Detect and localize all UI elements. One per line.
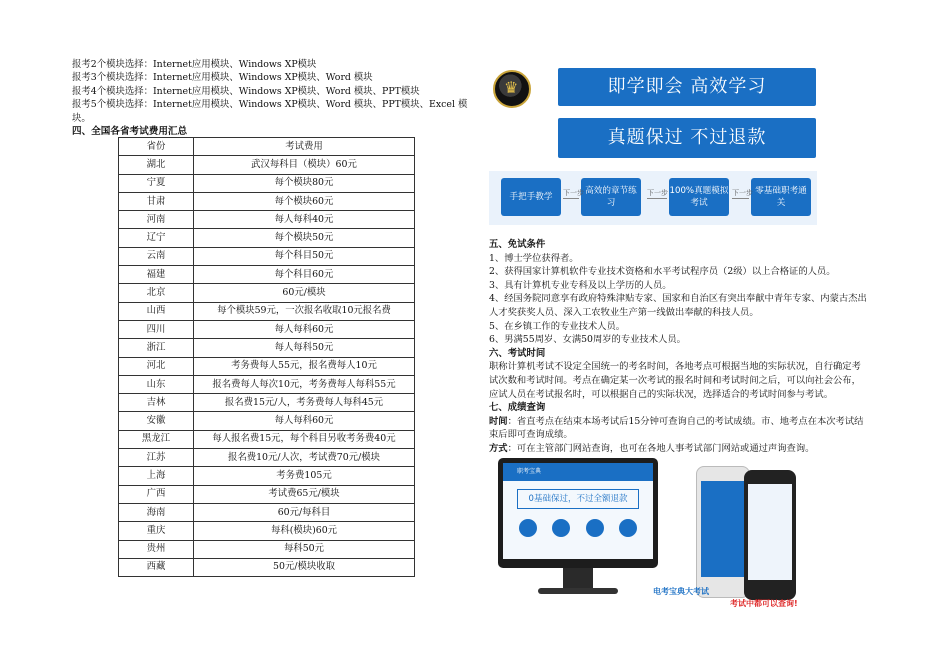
province-cell: 甘肃 [119,192,194,210]
province-cell: 广西 [119,485,194,503]
trophy-icon: ♛ [493,70,531,108]
phone-screen [748,484,792,580]
table-row [119,339,415,357]
table-row [119,174,415,192]
table-row [119,192,415,210]
province-cell: 海南 [119,503,194,521]
module-line-2: 报考3个模块选择：Internet应用模块、Windows XP模块、Word 模块 [72,72,373,84]
fee-cell: 每个模块60元 [194,192,415,210]
fee-cell: 考试费65元/模块 [194,485,415,503]
phone-image [696,466,750,598]
table-row [119,247,415,265]
module-line-4: 报考5个模块选择：Internet应用模块、Windows XP模块、Word 模块、PPT模块、Excel 模 [72,99,468,111]
table-row [119,266,415,284]
arrow-line-icon [732,198,749,199]
results-time-label: 时间 [489,415,508,427]
fee-cell: 每个科目50元 [194,247,415,265]
exempt-item: 人才奖获奖人员、深入工农牧业生产第一线做出奉献的科技人员。 [489,306,759,318]
devices-illustration [498,458,818,618]
step-4: 零基础职考通关 [751,178,811,216]
table-row [119,156,415,174]
fee-cell: 武汉每科目（模块）60元 [194,156,415,174]
step-arrow-1: 下一步 [563,189,584,197]
exempt-item: 3、具有计算机专业专科及以上学历的人员。 [489,279,672,291]
banner-slogan-1: 即学即会 高效学习 [558,68,816,106]
arrow-line-icon [563,198,579,199]
province-cell: 山东 [119,375,194,393]
feature-icon [619,519,637,537]
exempt-item: 6、男满55周岁、女满50周岁的专业技术人员。 [489,334,686,346]
table-row [119,229,415,247]
province-cell: 吉林 [119,394,194,412]
province-cell: 山西 [119,302,194,320]
province-cell: 宁夏 [119,174,194,192]
phone-screen [701,481,745,577]
left-column [72,58,470,138]
province-cell: 西藏 [119,558,194,576]
module-line-5: 块。 [72,112,91,124]
province-cell: 河北 [119,357,194,375]
results-method-text: ：可在主管部门网站查询，也可在各地人事考试部门网站或通过声询查询。 [507,442,815,454]
screen-app-title: 职考宝典 [503,463,653,481]
table-row [119,357,415,375]
table-row [119,430,415,448]
screen-icons [503,517,653,539]
table-header-province: 省份 [119,138,194,156]
table-row [119,485,415,503]
fee-cell: 每科(模块)60元 [194,522,415,540]
fee-cell: 考务费105元 [194,467,415,485]
step-2: 高效的章节练习 [581,178,641,216]
table-row [119,558,415,576]
table-row [119,211,415,229]
table-row [119,412,415,430]
device-caption-2: 考试中都可以查询! [730,599,798,608]
monitor-base [538,588,618,594]
table-row [119,302,415,320]
province-cell: 浙江 [119,339,194,357]
promo-banner [489,58,817,225]
province-cell: 安徽 [119,412,194,430]
results-method-label: 方式 [489,442,508,454]
feature-icon [519,519,537,537]
fee-cell: 报名费10元/人次，考试费70元/模块 [194,449,415,467]
exempt-item: 1、博士学位获得者。 [489,252,579,264]
feature-icon [586,519,604,537]
fee-cell: 50元/模块收取 [194,558,415,576]
results-time-line-2: 束后即可查询成绩。 [489,429,573,441]
province-cell: 黑龙江 [119,430,194,448]
monitor-screen [503,463,653,559]
section-heading-fees: 四、全国各省考试费用汇总 [72,126,188,138]
province-cell: 江苏 [119,449,194,467]
province-cell: 重庆 [119,522,194,540]
monitor-image [498,458,658,568]
province-cell: 福建 [119,266,194,284]
module-line-3: 报考4个模块选择：Internet应用模块、Windows XP模块、Word 模块、PPT模块 [72,85,420,97]
step-1: 手把手教学 [501,178,561,216]
section-heading-exempt: 五、免试条件 [489,239,546,250]
time-paragraph-line: 职称计算机考试不设定全国统一的考名时间，各地考点可根据当地的实际状况，自行确定考 [489,361,861,373]
monitor-stand [563,568,593,590]
time-paragraph-line: 试次数和考试时间。考点在确定某一次考试的报名时间和考试时间之后，可以向社会公布， [489,374,861,386]
fee-cell: 每个模块80元 [194,174,415,192]
banner-slogan-2: 真题保过 不过退款 [558,118,816,158]
arrow-line-icon [647,198,667,199]
province-cell: 北京 [119,284,194,302]
fee-cell: 每科50元 [194,540,415,558]
screen-slogan: 0基础保过，不过全额退款 [517,489,639,509]
results-method-line [489,442,881,456]
table-row [119,320,415,338]
fee-cell: 每人每科40元 [194,211,415,229]
province-cell: 云南 [119,247,194,265]
table-row [119,467,415,485]
province-cell: 湖北 [119,156,194,174]
step-arrow-2: 下一步 [647,189,668,197]
exempt-item: 4、经国务院同意享有政府特殊津贴专家、国家和自治区有突出奉献中青年专家、内蒙古杰出 [489,293,867,305]
section-heading-results: 七、成绩查询 [489,402,546,414]
results-time-text: ：省直考点在结束本场考试后15分钟可查询自己的考试成绩。市、地考点在本次考试结 [507,415,864,427]
right-column [489,238,881,456]
table-row [119,503,415,521]
feature-icon [552,519,570,537]
time-paragraph-line: 应试人员在考试报名时，可以根据自己的实际状况，选择适合的考试时间参与考试。 [489,388,833,400]
fee-cell: 每个模块59元，一次报名收取10元报名费 [194,302,415,320]
province-cell: 上海 [119,467,194,485]
table-row [119,284,415,302]
fee-cell: 每个科目60元 [194,266,415,284]
table-row [119,394,415,412]
fee-cell: 报名费15元/人，考务费每人每科45元 [194,394,415,412]
fee-cell: 考务费每人55元，报名费每人10元 [194,357,415,375]
table-header-row [119,138,415,156]
table-row [119,540,415,558]
device-caption-1: 电考宝典大考试 [653,587,709,596]
province-cell: 辽宁 [119,229,194,247]
step-arrow-3: 下一步 [732,189,753,197]
module-line-1: 报考2个模块选择：Internet应用模块、Windows XP模块 [72,59,317,70]
fee-cell: 60元/模块 [194,284,415,302]
province-cell: 四川 [119,320,194,338]
fee-cell: 每人报名费15元，每个科目另收考务费40元 [194,430,415,448]
phone-image-dark [744,470,796,600]
table-row [119,375,415,393]
province-cell: 贵州 [119,540,194,558]
fee-cell: 每人每科60元 [194,320,415,338]
fees-table [118,137,415,577]
step-3: 100%真题模拟考试 [669,178,729,216]
table-header-fee: 考试费用 [194,138,415,156]
section-heading-time: 六、考试时间 [489,347,546,359]
table-row [119,522,415,540]
table-row [119,449,415,467]
fee-cell: 报名费每人每次10元，考务费每人每科55元 [194,375,415,393]
fee-cell: 每人每科50元 [194,339,415,357]
exempt-item: 5、在乡镇工作的专业技术人员。 [489,320,626,332]
fee-cell: 60元/每科目 [194,503,415,521]
fee-cell: 每个模块50元 [194,229,415,247]
results-time-line [489,415,881,429]
exempt-item: 2、获得国家计算机软件专业技术资格和水平考试程序员（2级）以上合格证的人员。 [489,266,836,278]
fee-cell: 每人每科60元 [194,412,415,430]
province-cell: 河南 [119,211,194,229]
